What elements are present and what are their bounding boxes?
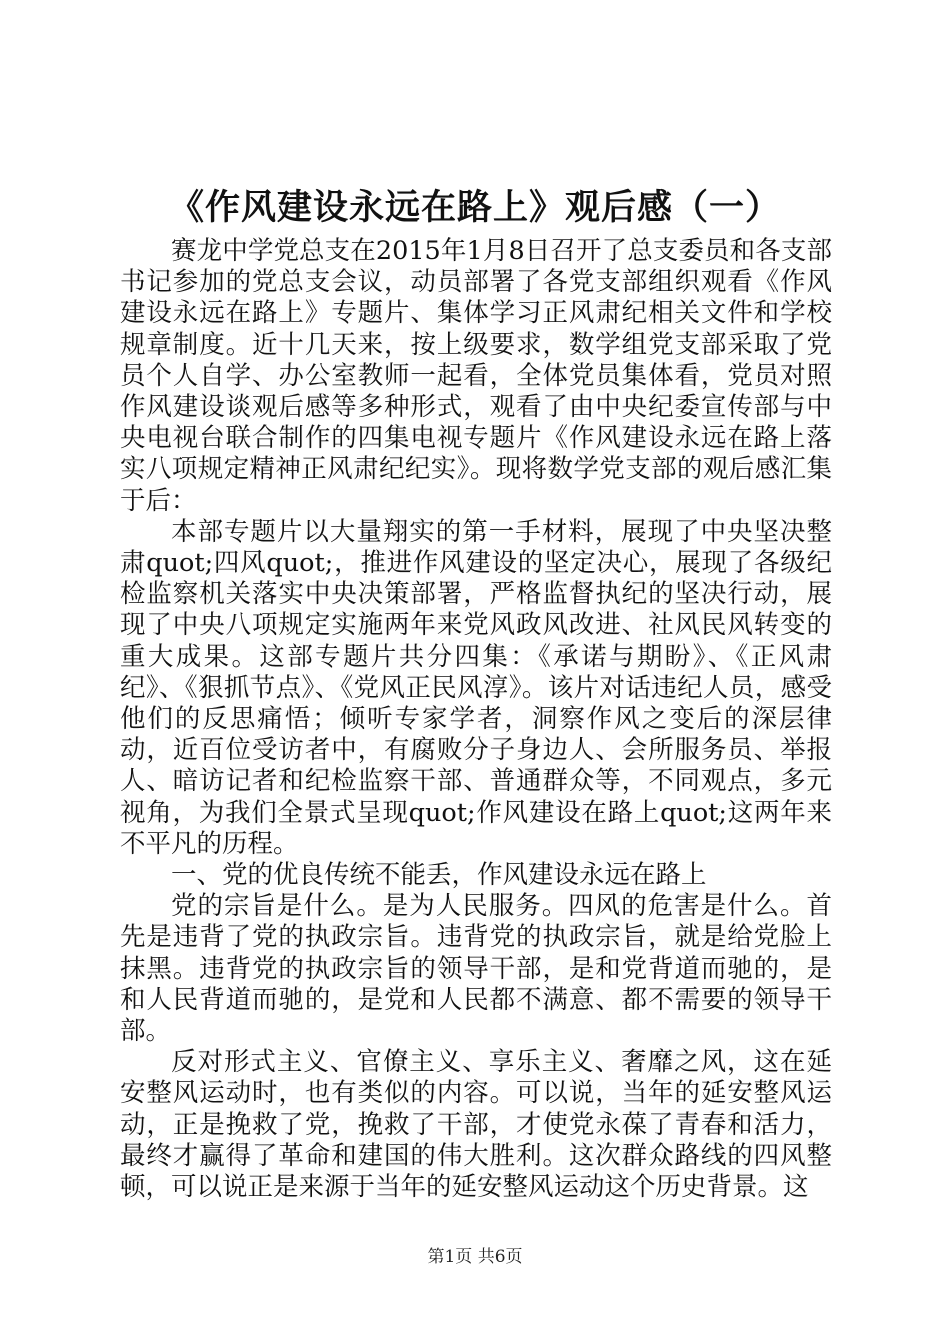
section-heading-one: 一、党的优良传统不能丢，作风建设永远在路上 [171,860,707,891]
paragraph-yanan-rectification: 反对形式主义、官僚主义、享乐主义、奢靡之风，这在延安整风运动时，也有类似的内容。可以说，当年的延安整风运动，正是挽救了党，挽救了干部，才使党永葆了青春和活力，最终才赢得了革命和建国的伟大胜利。这次群众路线的四风整顿，可以说正是来源于当年的延安整风运动这个历史背景。这 [120,1047,832,1203]
document-body [120,236,832,1203]
document-title: 《作风建设永远在路上》观后感（一） [168,187,781,228]
paragraph-party-purpose: 党的宗旨是什么。是为人民服务。四风的危害是什么。首先是违背了党的执政宗旨。违背党的执政宗旨，就是给党脸上抹黑。违背党的执政宗旨的领导干部，是和党背道而驰的，是和人民背道而驰的，是党和人民都不满意、都不需要的领导干部。 [120,891,832,1047]
paragraph-film-summary: 本部专题片以大量翔实的第一手材料，展现了中央坚决整肃quot;四风quot;，推进作风建设的坚定决心，展现了各级纪检监察机关落实中央决策部署，严格监督执纪的坚决行动，展现了中央八项规定实施两年来党风政风改进、社风民风转变的重大成果。这部专题片共分四集：《承诺与期盼》、《正风肃纪》、《狠抓节点》、《党风正民风淳》。该片对话违纪人员，感受他们的反思痛悟；倾听专家学者，洞察作风之变后的深层律动，近百位受访者中，有腐败分子身边人、会所服务员、举报人、暗访记者和纪检监察干部、普通群众等，不同观点，多元视角，为我们全景式呈现quot;作风建设在路上quot;这两年来不平凡的历程。 [120,516,832,859]
paragraph-intro: 赛龙中学党总支在2015年1月8日召开了总支委员和各支部书记参加的党总支会议，动员部署了各党支部组织观看《作风建设永远在路上》专题片、集体学习正风肃纪相关文件和学校规章制度。近十几天来，按上级要求，数学组党支部采取了党员个人自学、办公室教师一起看，全体党员集体看，党员对照作风建设谈观后感等多种形式，观看了由中央纪委宣传部与中央电视台联合制作的四集电视专题片《作风建设永远在路上落实八项规定精神正风肃纪纪实》。现将数学党支部的观后感汇集于后： [120,236,832,516]
page-number-footer: 第1页 共6页 [427,1247,523,1267]
